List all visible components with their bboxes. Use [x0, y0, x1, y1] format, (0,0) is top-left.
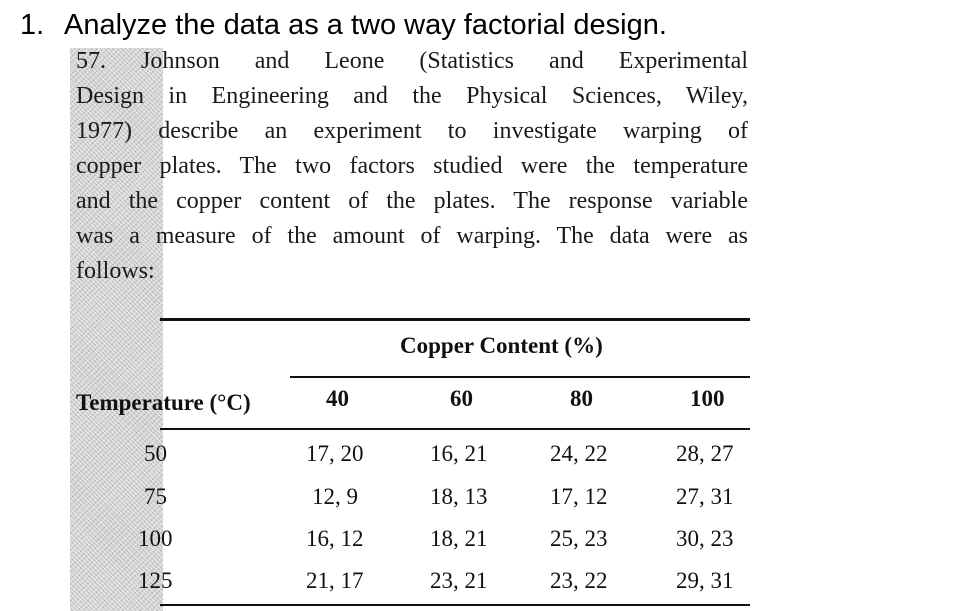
group-header-rule [290, 376, 750, 378]
temperature-value: 100 [138, 526, 173, 551]
column-header: 60 [450, 386, 473, 411]
table-cell: 21, 17 [306, 568, 364, 593]
question-heading [20, 6, 950, 44]
paragraph-line: Design in Engineering and the Physical Sciences, Wiley, [76, 83, 748, 109]
copper-content-header: Copper Content (%) [400, 333, 603, 358]
paragraph-line: 1977) describe an experiment to investigate warping of [76, 118, 748, 144]
column-header-rule [160, 428, 750, 430]
paragraph-line: and the copper content of the plates. The response variable [76, 188, 748, 214]
question-number: 1. [20, 9, 45, 41]
table-cell: 25, 23 [550, 526, 608, 551]
table-cell: 17, 12 [550, 484, 608, 509]
temperature-value: 75 [144, 484, 167, 509]
temperature-value: 50 [144, 441, 167, 466]
column-header: 40 [326, 386, 349, 411]
question-text: Analyze the data as a two way factorial design. [64, 9, 667, 41]
table-cell: 29, 31 [676, 568, 734, 593]
table-cell: 18, 21 [430, 526, 488, 551]
exercise-paragraph [76, 44, 748, 289]
temperature-value: 125 [138, 568, 173, 593]
paragraph-line: 57. Johnson and Leone (Statistics and Experimental [76, 48, 748, 74]
table-bottom-rule [160, 604, 750, 606]
column-header: 100 [690, 386, 725, 411]
table-cell: 28, 27 [676, 441, 734, 466]
table-cell: 16, 21 [430, 441, 488, 466]
paragraph-line: copper plates. The two factors studied were the temperature [76, 153, 748, 179]
table-top-rule [160, 318, 750, 321]
table-cell: 24, 22 [550, 441, 608, 466]
table-cell: 27, 31 [676, 484, 734, 509]
table-cell: 12, 9 [312, 484, 358, 509]
paragraph-line: was a measure of the amount of warping. The data were as [76, 223, 748, 249]
table-cell: 18, 13 [430, 484, 488, 509]
table-cell: 23, 21 [430, 568, 488, 593]
table-cell: 17, 20 [306, 441, 364, 466]
temperature-header: Temperature (°C) [76, 390, 251, 415]
table-cell: 23, 22 [550, 568, 608, 593]
table-cell: 30, 23 [676, 526, 734, 551]
column-header: 80 [570, 386, 593, 411]
table-cell: 16, 12 [306, 526, 364, 551]
paragraph-line: follows: [76, 258, 155, 284]
